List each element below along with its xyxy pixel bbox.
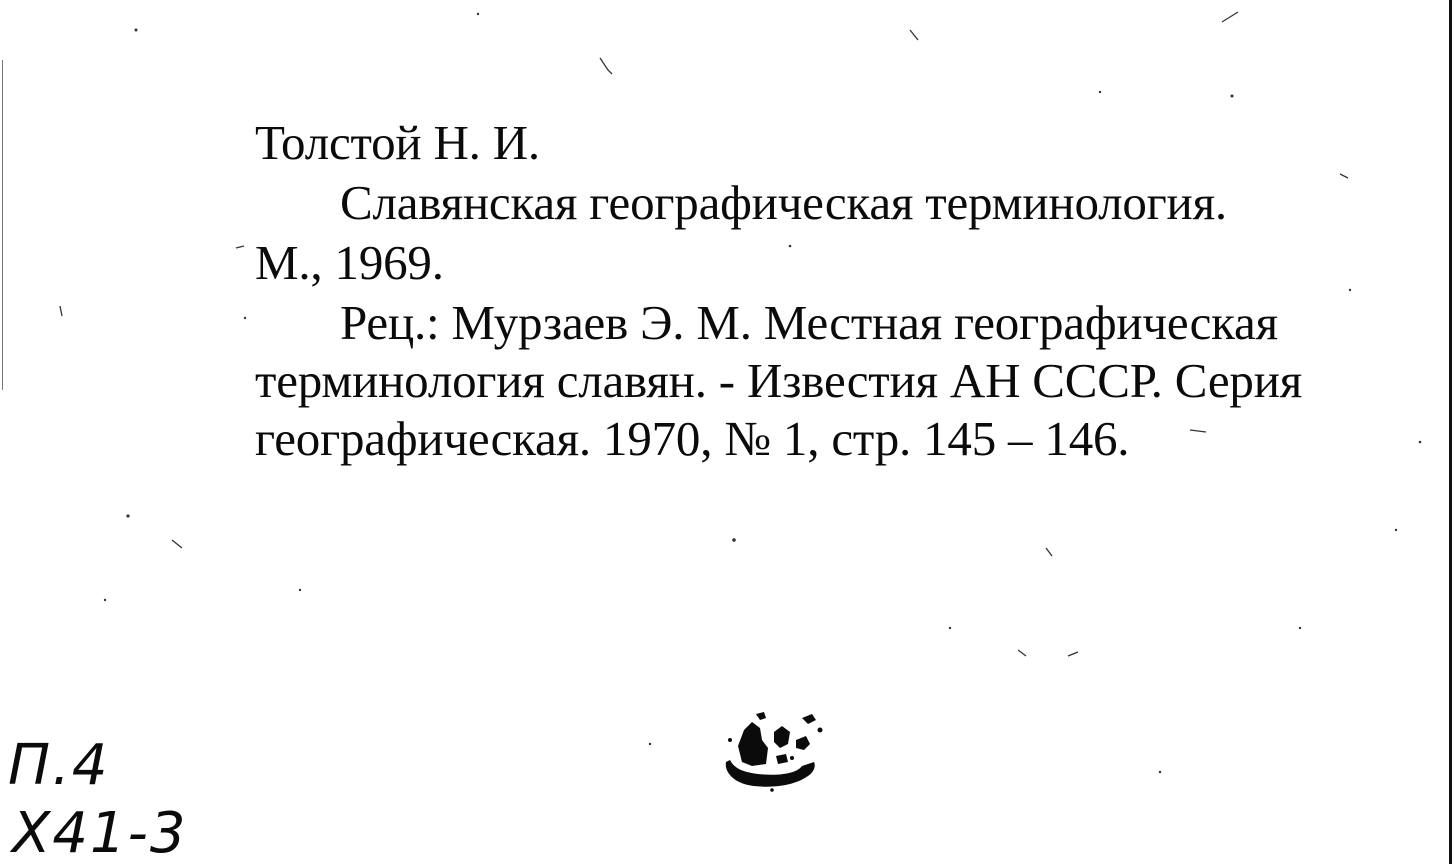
imprint-line: М., 1969. bbox=[255, 235, 444, 290]
shelf-mark-line-2: Х41-3 bbox=[12, 801, 188, 864]
title-line: Славянская географическая терминология. bbox=[340, 175, 1227, 230]
library-stamp-icon bbox=[716, 710, 832, 794]
shelf-mark-line-1: П.4 bbox=[8, 733, 110, 798]
review-line-3: географическая. 1970, № 1, стр. 145 – 146. bbox=[255, 411, 1130, 466]
review-line-2: терминология славян. - Известия АН СССР. Серия bbox=[255, 353, 1303, 408]
review-line-1: Рец.: Мурзаев Э. М. Местная географическая bbox=[340, 295, 1278, 350]
author-line: Толстой Н. И. bbox=[255, 115, 540, 170]
